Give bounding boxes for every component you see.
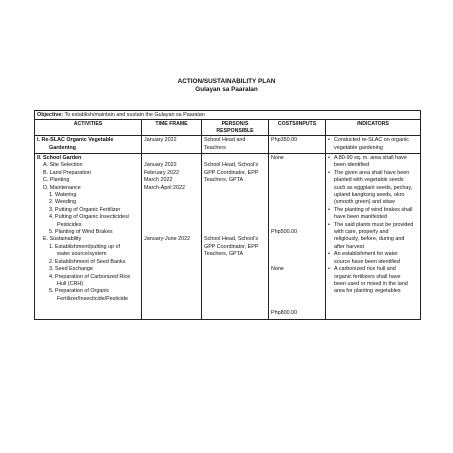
objective-text: To establish/maintain and sustain the Gulayan sa Paaralan (63, 112, 205, 118)
objective-label: Objective: (37, 112, 64, 118)
header-indicators: INDICATORS (357, 121, 389, 127)
table-row (35, 154, 420, 319)
time-cell: January 2022 February 2022 March 2022 March-April 2022 January-June 2022 (142, 154, 202, 319)
list-item: • An establishment for water source have been identified (328, 251, 400, 265)
bullet-icon: • (328, 251, 330, 258)
bullet-icon: • (328, 169, 330, 176)
list-item: • The said plants must be provided with care, properly and religiously, before, during and after harvest (328, 221, 414, 250)
objective-row (35, 111, 420, 120)
list-item: • Conducted re-SLAC on organic vegetable gardening (328, 137, 409, 151)
person-cell: School Head, School's GPP Coordinator, EPP Teachers, GPTA School Head, School's GPP Coordinator, EPP Teachers, GPTA (202, 154, 269, 319)
bullet-icon: • (328, 155, 330, 161)
bullet-icon: • (328, 206, 330, 213)
header-persons: PERSON/S RESPONSIBLE (202, 120, 269, 135)
bullet-icon: • (328, 221, 330, 228)
list-item: • A 80-90 sq. m. area shall have been identified (328, 155, 407, 169)
list-item: • The given area shall have been planted with vegetable seeds such as eggplant seeds, pechay, upland kangkong seeds, okro (smooth green) and sitaw (328, 169, 413, 206)
header-costs: COSTS/INPUTS (269, 120, 326, 135)
person-cell: School Head and Teachers (202, 136, 269, 153)
title-block (0, 78, 453, 94)
cost-cell: Php350.00 (269, 136, 326, 153)
action-plan-table (34, 110, 421, 320)
bullet-icon: • (328, 266, 330, 273)
table-header (35, 120, 420, 136)
indicator-cell (326, 136, 420, 153)
indicator-cell (326, 154, 420, 319)
time-cell: January 2022 (142, 136, 202, 153)
bullet-icon: • (328, 137, 330, 144)
page-title: ACTION/SUSTAINABILITY PLAN (177, 78, 276, 85)
table-row (35, 136, 420, 154)
page-subtitle: Gulayan sa Paaralan (195, 86, 258, 93)
header-activities: ACTIVITIES (35, 120, 142, 135)
header-time-frame: TIME FRAME (142, 120, 202, 135)
activity-cell: II. School Garden A. Site Selection B. Land Preparation C. Planting D. Maintenance 1. Watering 2. Weeding 3. Putting of Organic Fertilizer 4. Putting of Organic Insecticides/ Pesticides 5. Planting of Wind Brakes E. Sustainability 1. Establishment/putting up of water source/system 2. Establishment of Seed Banks 3. Seed Exchange 4. Preparation of Carbonized Rice Hull (CRH) 5. Preparation of Organic Fertilizer/Insecticide/Pesticide (35, 154, 142, 319)
list-item: • The planting of wind brakes shall have been manifested (328, 206, 413, 221)
activity-cell: I. Re-SLAC Organic Vegetable Gardening (35, 136, 142, 153)
list-item: • A carbonized rice hull and organic fertilizers shall have been used or mixed in the land area for planting vegetables (328, 266, 408, 295)
cost-cell: None Php500.00 None Php800.00 (269, 154, 326, 319)
